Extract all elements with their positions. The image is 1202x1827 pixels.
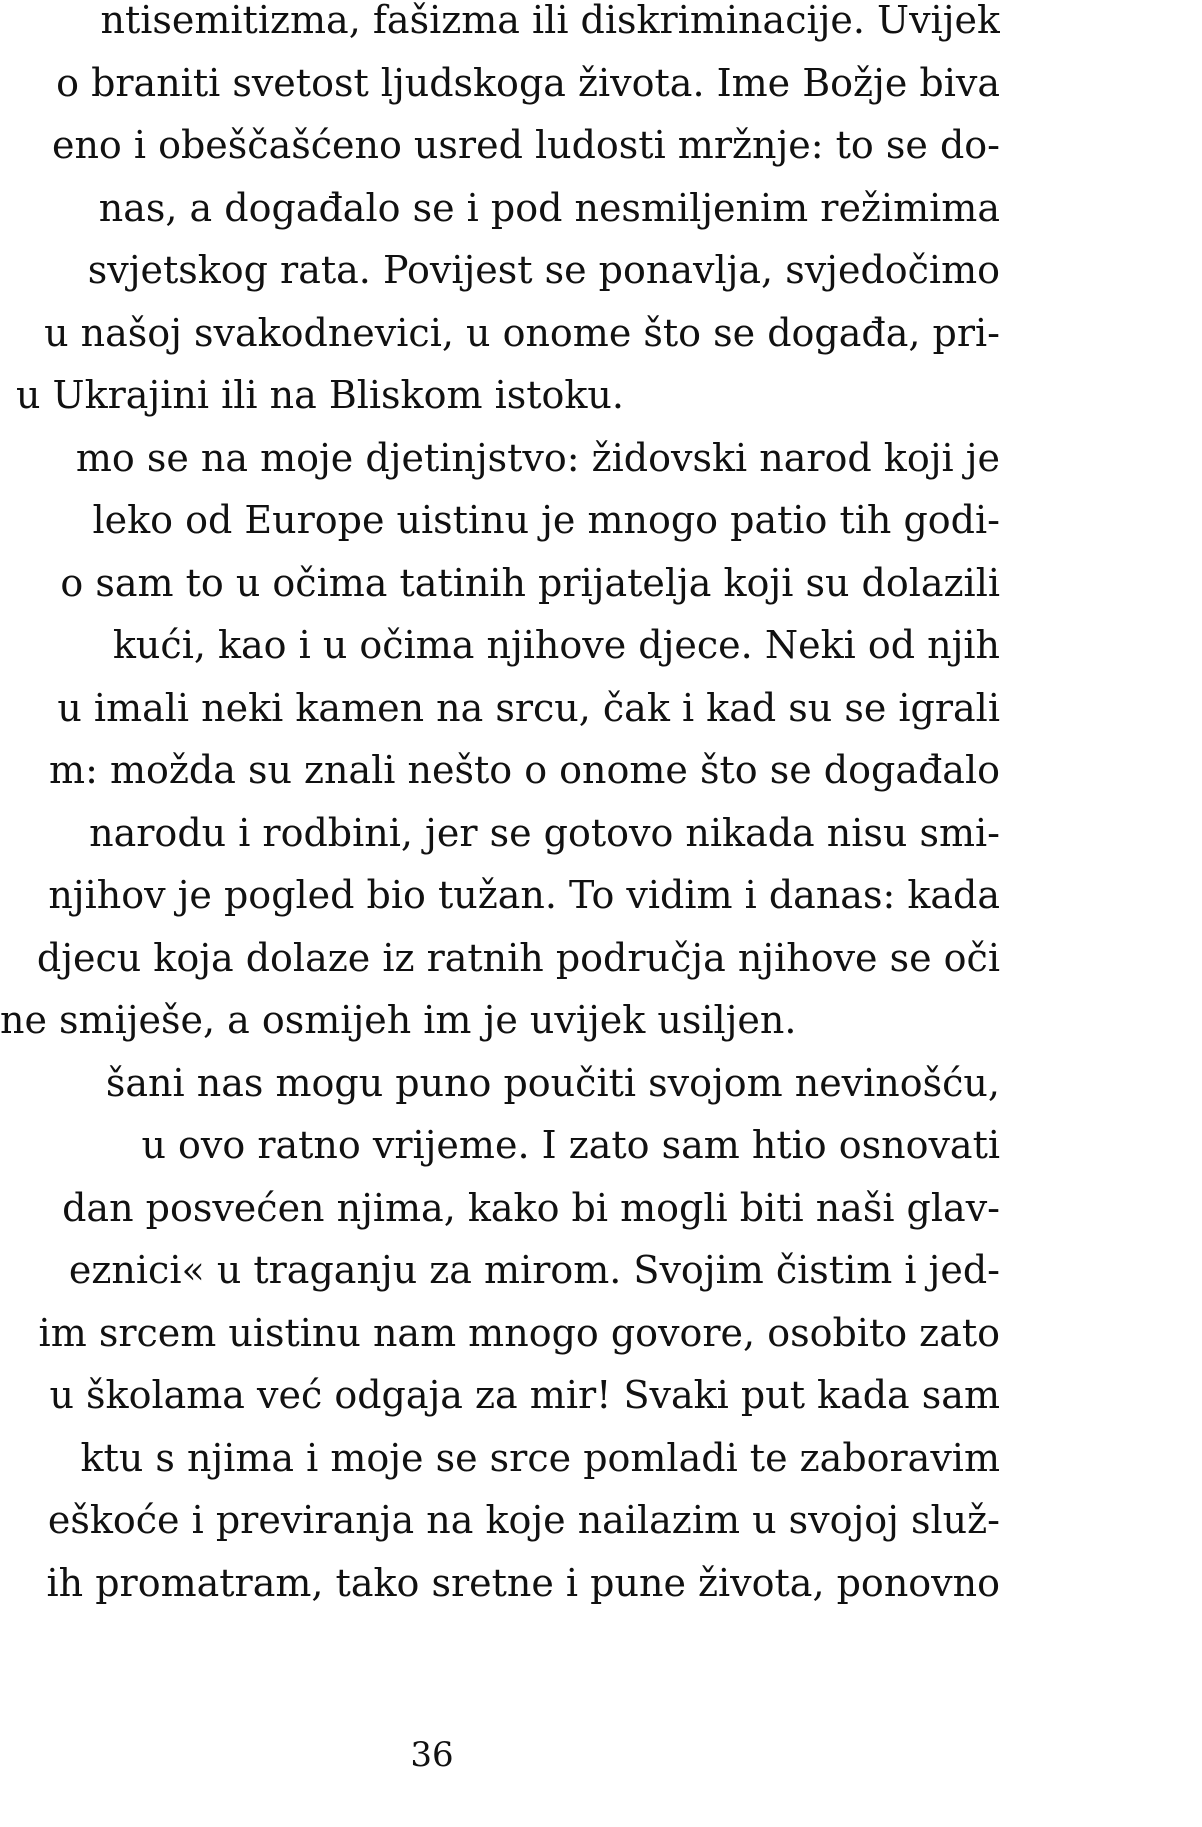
text-line: u našoj svakodnevici, u onome što se događa, pri- [44, 310, 1000, 355]
text-line: narodu i rodbini, jer se gotovo nikada nisu smi- [89, 810, 1000, 855]
text-line: m: možda su znali nešto o onome što se događalo [49, 748, 1000, 792]
page-number: 36 [410, 1735, 454, 1775]
text-line: ne smiješe, a osmijeh im je uvijek usiljen. [0, 998, 797, 1042]
text-line: šani nas mogu puno poučiti svojom nevinošću, [105, 1060, 1000, 1105]
text-line: nas, a događalo se i pod nesmiljenim režimima [98, 185, 1000, 230]
text-line: njihov je pogled bio tužan. To vidim i danas: kada [48, 873, 1000, 917]
text-line: kući, kao i u očima njihove djece. Neki od njih [112, 623, 1000, 667]
text-line: svjetskog rata. Povijest se ponavlja, svjedočimo [87, 248, 1000, 292]
text-line: dan posvećen njima, kako bi mogli biti naši glav- [62, 1185, 1000, 1230]
text-line: im srcem uistinu nam mnogo govore, osobito zato [38, 1310, 1000, 1355]
text-line: mo se na moje djetinjstvo: židovski narod koji je [75, 435, 1000, 480]
text-line: ih promatram, tako sretne i pune života, ponovno [46, 1560, 1000, 1605]
text-line: u Ukrajini ili na Bliskom istoku. [16, 373, 624, 417]
text-line: ktu s njima i moje se srce pomladi te zaboravim [80, 1435, 1000, 1480]
text-line: ntisemitizma, fašizma ili diskriminacije. Uvijek [100, 0, 1000, 42]
text-line: djecu koja dolaze iz ratnih područja njihove se oči [36, 935, 1000, 980]
text-line: leko od Europe uistinu je mnogo patio tih godi- [92, 498, 1000, 542]
text-line: eznici« u traganju za mirom. Svojim čistim i jed- [68, 1248, 1000, 1292]
text-line: eškoće i previranja na koje nailazim u svojoj služ- [47, 1498, 1000, 1542]
text-line: o sam to u očima tatinih prijatelja koji su dolazili [60, 560, 1000, 605]
text-line: o braniti svetost ljudskoga života. Ime Božje biva [56, 60, 1000, 105]
text-line: u imali neki kamen na srcu, čak i kad su se igrali [57, 685, 1000, 730]
text-line: eno i obeščašćeno usred ludosti mržnje: to se do- [51, 123, 1000, 167]
text-line: u ovo ratno vrijeme. I zato sam htio osnovati [141, 1123, 1000, 1167]
text-line: u školama već odgaja za mir! Svaki put kada sam [49, 1373, 1000, 1417]
